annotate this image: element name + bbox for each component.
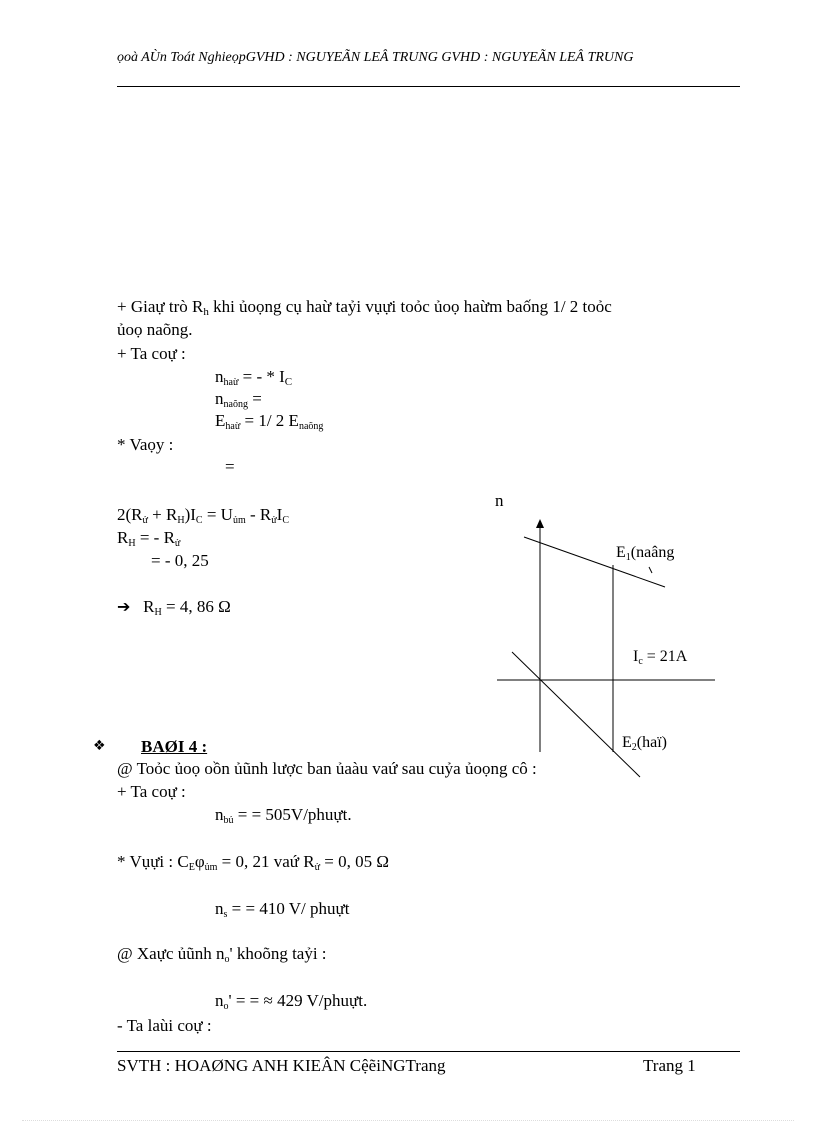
- vay-label: * Vaọy :: [117, 435, 174, 454]
- axis-arrow-icon: [536, 519, 544, 528]
- page-header: ọoà AÙn Toát NghieọpGVHD : NGUYEÃN LEÂ TRUNG GVHD : NGUYEÃN LEÂ TRUNG: [117, 50, 634, 65]
- body-line-b1: @ Toỏc ủoọ oồn ủũnh lược ban ủaàu vaứ sau cuỷa ủoọng cô :: [117, 759, 537, 778]
- formula-rh-value: = - 0, 25: [151, 551, 209, 570]
- bullet-icon: ❖: [93, 738, 106, 754]
- formula-r-equation: $2(R_ử + R_H)I_C = U_{ủm} - R_ửI_C$: [117, 505, 290, 526]
- axis-label-n: n: [495, 491, 504, 510]
- body-line-1: + Giaự trò $R_h$ khi ủoọng cụ haừ taỷi vụựi toỏc ủoọ haừm baống 1/ 2 toỏc: [117, 297, 612, 318]
- body-line-b6: @ Xaực ủũnh $n_o'$ khoõng taỷi :: [117, 944, 327, 965]
- formula-n-bd: $n_{bủ}$ = = 505V/phuựt.: [215, 805, 352, 826]
- formula-n-o: $n_o'$ = = ≈ 429 V/phuựt.: [215, 991, 368, 1012]
- formula-n-ha: $n_{haừ}$ = - * $I_C$: [215, 367, 293, 388]
- page-bottom-divider: [22, 1120, 794, 1121]
- speed-torque-diagram: [490, 515, 730, 785]
- footer-page-number: Trang 1: [643, 1056, 696, 1075]
- formula-n-s: $n_s$ = = 410 V/ phuựt: [215, 899, 350, 920]
- arrow-right-icon: ➔: [117, 597, 131, 616]
- body-line-b8: - Ta laùi coự :: [117, 1016, 212, 1035]
- footer-author: SVTH : HOAØNG ANH KIEÂN CệẽiNGTrang: [117, 1056, 446, 1075]
- label-e1: $E_1(naâng$: [616, 544, 675, 563]
- section-title-bai-4: BAØI 4 :: [141, 737, 208, 756]
- body-line-3: + Ta coự :: [117, 344, 186, 363]
- label-e2: $E_2(haï)$: [622, 734, 667, 753]
- formula-rh: $R_H$ = - $R_ử$: [117, 528, 181, 549]
- formula-n-nang: $n_{naõng}$ =: [215, 389, 262, 410]
- equals-sign: =: [225, 457, 235, 476]
- body-line-2: ủoọ naõng.: [117, 320, 193, 339]
- e2-line: [512, 652, 640, 777]
- body-line-b2: + Ta coự :: [117, 782, 186, 801]
- header-rule: [117, 86, 740, 87]
- e1-tick: [649, 567, 652, 573]
- result-rh: ➔ $R_H = 4$, 86 Ω: [117, 597, 231, 618]
- label-ic: $I_c = 21A$: [633, 648, 688, 667]
- formula-e-ha: $E_{haừ} = 1/$ 2 $E_{naõng}$: [215, 411, 324, 432]
- formula-ce-phi: * Vụựi : $C_E\varphi_{ủm} = 0$, 21 vaứ $R_ử = 0$, 05 Ω: [117, 852, 390, 873]
- footer-rule: [117, 1051, 740, 1052]
